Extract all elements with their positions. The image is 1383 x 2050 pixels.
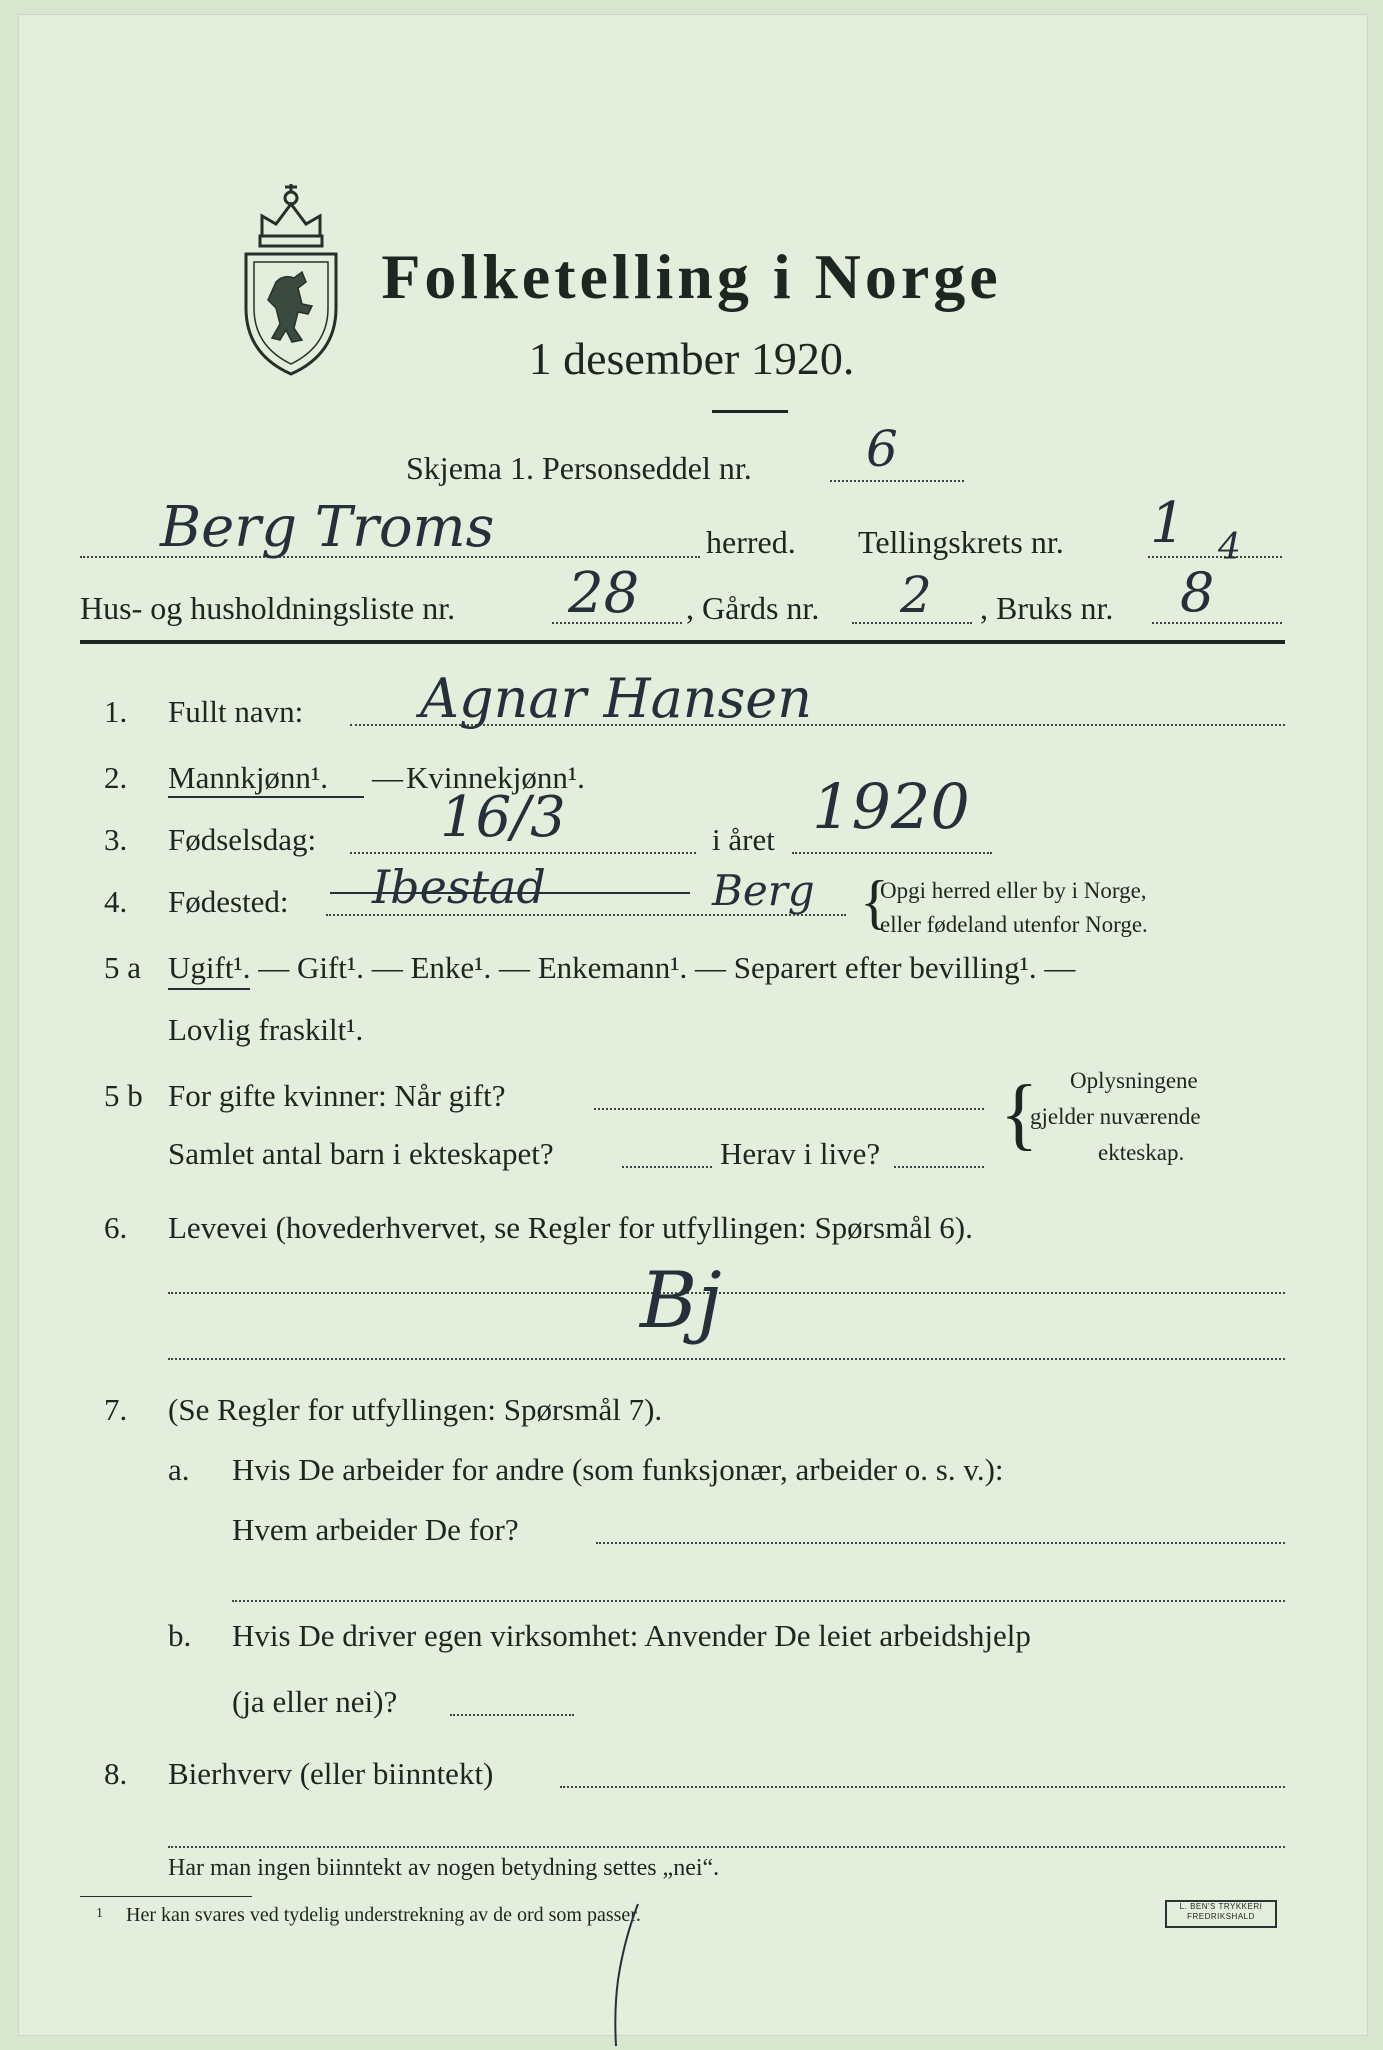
census-date: 1 desember 1920. xyxy=(528,333,855,384)
q8-dotline-1 xyxy=(560,1786,1285,1788)
footnote-text: Her kan svares ved tydelig understrekning av de ord som passer. xyxy=(126,1904,641,1926)
q5b-note-brace: { xyxy=(1000,1070,1039,1158)
q6-occupation-value: Bj xyxy=(640,1256,722,1346)
personseddel-dotline xyxy=(830,480,964,482)
q1-full-name-value: Agnar Hansen xyxy=(420,667,813,730)
q3-year-value: 1920 xyxy=(812,770,970,843)
tellingskrets-dotline xyxy=(1148,556,1282,558)
q4-note-line2: eller fødeland utenfor Norge. xyxy=(880,912,1148,937)
q1-number: 1. xyxy=(104,694,128,729)
q5a-ugift-underline xyxy=(168,988,250,990)
q3-number: 3. xyxy=(104,822,128,857)
form-title: Folketelling i Norge xyxy=(381,241,1002,312)
bruks-value: 8 xyxy=(1180,561,1215,624)
q4-struck-value: Ibestad xyxy=(372,860,546,914)
q1-label: Fullt navn: xyxy=(168,694,304,729)
skjema-label: Skjema 1. Personseddel nr. xyxy=(406,450,752,486)
q2-male-option: Mannkjønn¹. xyxy=(168,760,328,795)
q3-birthday-value: 16/3 xyxy=(440,785,566,850)
printer-stamp xyxy=(1165,1900,1277,1928)
q5b-number: 5 b xyxy=(104,1078,143,1113)
q7-label: (Se Regler for utfyllingen: Spørsmål 7). xyxy=(168,1392,663,1427)
q3-label: Fødselsdag: xyxy=(168,822,317,857)
printer-stamp-line2: FREDRIKSHALD xyxy=(1187,1912,1255,1921)
q5b-when-married-dotline xyxy=(594,1108,984,1110)
personseddel-nr-value: 6 xyxy=(866,420,898,478)
q7b-letter: b. xyxy=(168,1618,192,1653)
q5a-number: 5 a xyxy=(104,950,142,985)
herred-label: herred. xyxy=(706,524,796,560)
q2-separator: — xyxy=(372,760,403,795)
q8-number: 8. xyxy=(104,1756,128,1791)
gards-label: , Gårds nr. xyxy=(686,590,820,626)
footnote-rule xyxy=(80,1896,252,1897)
q6-dotline-1 xyxy=(168,1292,1285,1294)
q7a-employer-dotline xyxy=(596,1542,1285,1544)
q3-year-dotline xyxy=(792,852,992,854)
bruks-dotline xyxy=(1152,622,1282,624)
q5b-note-line3: ekteskap. xyxy=(1098,1140,1185,1165)
q7b-yes-no-label: (ja eller nei)? xyxy=(232,1684,398,1719)
q4-label: Fødested: xyxy=(168,884,289,919)
tellingskrets-value: 1 xyxy=(1150,491,1186,556)
q7a-letter: a. xyxy=(168,1452,190,1487)
header-separator xyxy=(80,640,1285,644)
q7a-text: Hvis De arbeider for andre (som funksjonær, arbeider o. s. v.): xyxy=(232,1452,1004,1487)
q7a-dotline-2 xyxy=(232,1600,1285,1602)
q7b-text: Hvis De driver egen virksomhet: Anvender De leiet arbeidshjelp xyxy=(232,1618,1031,1653)
printer-stamp-line1: L. BEN'S TRYKKERI xyxy=(1179,1902,1263,1911)
q7a-employer-label: Hvem arbeider De for? xyxy=(232,1512,519,1547)
q2-female-option: Kvinnekjønn¹. xyxy=(406,760,585,795)
husliste-label: Hus- og husholdningsliste nr. xyxy=(80,590,456,626)
q8-note: Har man ingen biinntekt av nogen betydning settes „nei“. xyxy=(168,1855,720,1881)
q5b-alive-dotline xyxy=(894,1166,984,1168)
q2-male-underline xyxy=(168,796,364,798)
title-divider xyxy=(712,410,788,413)
q5b-when-married-label: For gifte kvinner: Når gift? xyxy=(168,1078,506,1113)
q8-dotline-2 xyxy=(168,1846,1285,1848)
q5a-options: Ugift¹. — Gift¹. — Enke¹. — Enkemann¹. — Separert efter bevilling¹. — xyxy=(168,950,1076,985)
q4-strikethrough xyxy=(330,892,690,894)
tellingskrets-label: Tellingskrets nr. xyxy=(858,524,1064,560)
q2-number: 2. xyxy=(104,760,128,795)
gards-value: 2 xyxy=(900,566,932,624)
q5b-children-label: Samlet antal barn i ekteskapet? xyxy=(168,1136,554,1171)
footnote-mark: 1 xyxy=(96,1906,103,1921)
q4-number: 4. xyxy=(104,884,128,919)
pen-stroke-mark xyxy=(604,1900,644,2050)
q8-label: Bierhverv (eller biinntekt) xyxy=(168,1756,494,1791)
q4-birthplace-value: Berg xyxy=(712,866,815,915)
bruks-label: , Bruks nr. xyxy=(980,590,1114,626)
q6-dotline-2 xyxy=(168,1358,1285,1360)
q5b-children-dotline xyxy=(622,1166,712,1168)
q5b-note-line2: gjelder nuværende xyxy=(1030,1104,1201,1129)
q5a-options-cont: Lovlig fraskilt¹. xyxy=(168,1012,364,1047)
q3-year-label: i året xyxy=(712,822,775,857)
q4-note-brace: { xyxy=(860,869,889,935)
q7b-dotline xyxy=(450,1714,574,1716)
q4-note-line1: Opgi herred eller by i Norge, xyxy=(880,878,1147,903)
q3-dotline xyxy=(350,852,696,854)
q7-number: 7. xyxy=(104,1392,128,1427)
q6-number: 6. xyxy=(104,1210,128,1245)
husliste-value: 28 xyxy=(568,561,640,626)
herred-value: Berg Troms xyxy=(160,495,495,560)
q5b-alive-label: Herav i live? xyxy=(720,1136,881,1171)
q5b-note-line1: Oplysningene xyxy=(1070,1068,1198,1093)
tellingskrets-extra-mark: 4 xyxy=(1218,527,1241,568)
q6-label: Levevei (hovederhvervet, se Regler for utfyllingen: Spørsmål 6). xyxy=(168,1210,973,1245)
